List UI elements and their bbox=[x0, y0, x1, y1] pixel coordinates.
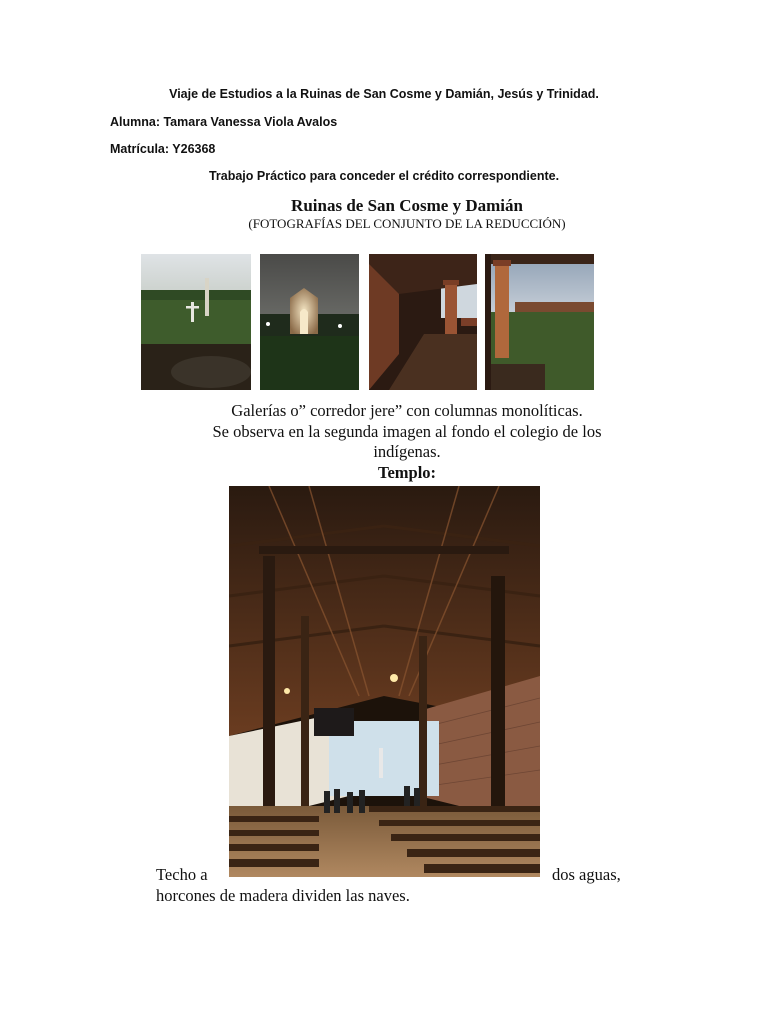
photo-temple-interior bbox=[229, 486, 540, 877]
enrollment-number: Matrícula: Y26368 bbox=[110, 142, 216, 156]
photo-column-field bbox=[485, 254, 594, 390]
trip-title: Viaje de Estudios a la Ruinas de San Cosme y Damián, Jesús y Trinidad. bbox=[169, 87, 599, 101]
gallery-caption-line1: Galerías o” corredor jere” con columnas monolíticas. bbox=[231, 401, 583, 420]
student-name: Alumna: Tamara Vanessa Viola Avalos bbox=[110, 115, 338, 129]
photo-colonnade bbox=[369, 254, 477, 390]
photo-field-cross bbox=[141, 254, 251, 390]
temple-caption-left: Techo a bbox=[156, 865, 208, 884]
temple-caption-right: dos aguas, bbox=[552, 865, 621, 884]
section-title: Ruinas de San Cosme y Damián bbox=[291, 196, 523, 215]
section-subtitle: (FOTOGRAFÍAS DEL CONJUNTO DE LA REDUCCIÓN) bbox=[248, 216, 566, 231]
gallery-caption-line2: Se observa en la segunda imagen al fondo el colegio de los bbox=[212, 422, 602, 441]
temple-caption-line2: horcones de madera dividen las naves. bbox=[156, 886, 410, 905]
purpose-line: Trabajo Práctico para conceder el crédito correspondiente. bbox=[208, 169, 560, 183]
gallery-caption-line3: indígenas. bbox=[373, 442, 441, 461]
temple-heading: Templo: bbox=[377, 463, 437, 482]
photo-lit-ruin bbox=[260, 254, 359, 390]
